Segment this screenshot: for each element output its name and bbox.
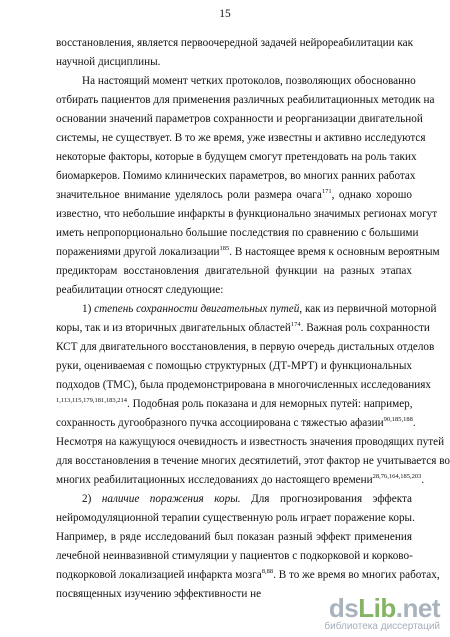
text-line	[56, 167, 416, 186]
text-line	[56, 566, 440, 585]
line-text: подходов (ТМС), была продемонстрирована в многочисленных исследованиях	[56, 379, 432, 391]
line-text: Например, в ряде исследований был показан разный эффект применения	[56, 531, 412, 543]
text-line	[56, 319, 430, 338]
dslib-watermark[interactable]	[310, 593, 440, 635]
text-line	[56, 53, 412, 72]
line-text: известно, что небольшие инфаркты в функционально значимых регионах могут	[56, 208, 438, 220]
text-line	[56, 471, 425, 490]
text-line	[56, 91, 435, 110]
line-text: предикторам восстановления двигательной функции на разных этапах	[56, 265, 412, 277]
text-line	[56, 357, 412, 376]
line-text-continued: , однако хорошо	[331, 189, 412, 201]
line-text: руки, оцениваемая с помощью структурных (ДТ-МРТ) и функциональных	[56, 360, 412, 372]
citation-refs: 1,113,115,179,181,183,214	[56, 397, 128, 404]
text-line	[56, 205, 438, 224]
text-line	[56, 243, 440, 262]
line-text-continued: . Важная роль сохранности	[300, 322, 430, 334]
citation-refs: 174	[290, 321, 301, 328]
watermark-subtitle: библиотека диссертаций	[324, 621, 440, 632]
text-line	[56, 224, 419, 243]
text-line	[56, 281, 412, 300]
text-line	[56, 433, 445, 452]
line-text-continued: , как из первичной моторной	[299, 303, 437, 315]
line-text-continued: Для прогнозирования эффекта	[240, 493, 412, 505]
italic-term: степень сохранности двигательных путей	[94, 303, 300, 315]
text-line	[56, 72, 416, 91]
line-text: некоторые факторы, которые в будущем смогут претендовать на роль таких	[56, 151, 417, 163]
line-text-continued: . Подобная роль показана и для неморных путей: например,	[127, 398, 413, 410]
line-text: научной дисциплины.	[56, 56, 161, 68]
line-text: 1)	[82, 303, 95, 315]
text-line	[56, 338, 435, 357]
text-line	[56, 509, 415, 528]
line-text: посвященных изучению эффективности не	[56, 588, 262, 600]
line-text: значительное внимание уделялось роли размера очага	[56, 189, 322, 201]
line-text: Несмотря на кажущуюся очевидность и известность значения проводящих путей	[56, 436, 445, 448]
watermark-logo: dsLib.net	[328, 593, 440, 623]
line-text-continued: .	[421, 474, 425, 486]
line-text: иметь непропорционально большие последствия по сравнению с большими	[56, 227, 419, 239]
citation-refs: 28,76,164,185,203	[372, 473, 422, 480]
line-text: сохранность дугообразного пучка ассоциирована с тяжестью афазии	[56, 417, 384, 429]
line-text-continued: . В то же время во многих работах,	[273, 569, 440, 581]
text-line	[56, 186, 412, 205]
line-text: многих реабилитационных исследованиях до настоящего времени	[56, 474, 373, 486]
text-line	[56, 528, 412, 547]
text-line	[56, 300, 437, 319]
line-text: КСТ для двигательного восстановления, в первую очередь дистальных отделов	[56, 341, 435, 353]
line-text: восстановления, является первоочередной задачей нейрореабилитации как	[56, 37, 414, 49]
line-text: коры, так и из вторичных двигательных областей	[56, 322, 291, 334]
line-text: биомаркеров. Помимо клинических параметров, во многих ранних работах	[56, 170, 416, 182]
text-line	[56, 148, 417, 167]
text-line	[56, 34, 412, 53]
text-line	[56, 262, 412, 281]
text-line	[56, 547, 412, 566]
text-line	[56, 490, 412, 509]
line-text: лечебной неинвазивной стимуляции у пациентов с подкорковой и корково-	[56, 550, 413, 562]
line-text-continued: . В настоящее время к основным вероятным	[229, 246, 440, 258]
text-line	[56, 110, 423, 129]
line-text: На настоящий момент четких протоколов, позволяющих обоснованно	[82, 75, 416, 87]
line-text: поражениями другой локализации	[56, 246, 220, 258]
page-number: 15	[219, 8, 231, 20]
line-text: нейромодуляционной терапии существенную роль играет поражение коры.	[56, 512, 415, 524]
text-line	[56, 376, 432, 395]
italic-term: наличие поражения коры.	[101, 493, 241, 505]
text-line	[56, 129, 426, 148]
text-line	[56, 414, 416, 433]
line-text-continued: .	[412, 417, 416, 429]
line-text: 2)	[82, 493, 102, 505]
line-text: подкорковой локализацией инфаркта мозга	[56, 569, 262, 581]
line-text: основании значений параметров сохранности и реорганизации двигательной	[56, 113, 423, 125]
citation-refs: 90,185,188	[383, 416, 413, 423]
citation-refs: 185	[219, 245, 230, 252]
line-text: реабилитации относят следующие:	[56, 284, 224, 296]
line-text: отбирать пациентов для применения различных реабилитационных методик на	[56, 94, 435, 106]
citation-refs: 8,88	[261, 568, 274, 575]
line-text: системы, не существует. В то же время, уже известны и активно исследуются	[56, 132, 426, 144]
text-line	[56, 395, 412, 414]
text-line	[56, 452, 450, 471]
line-text: для восстановления в течение многих десятилетий, этот фактор не учитывается во	[56, 455, 450, 467]
citation-refs: 171	[321, 188, 332, 195]
